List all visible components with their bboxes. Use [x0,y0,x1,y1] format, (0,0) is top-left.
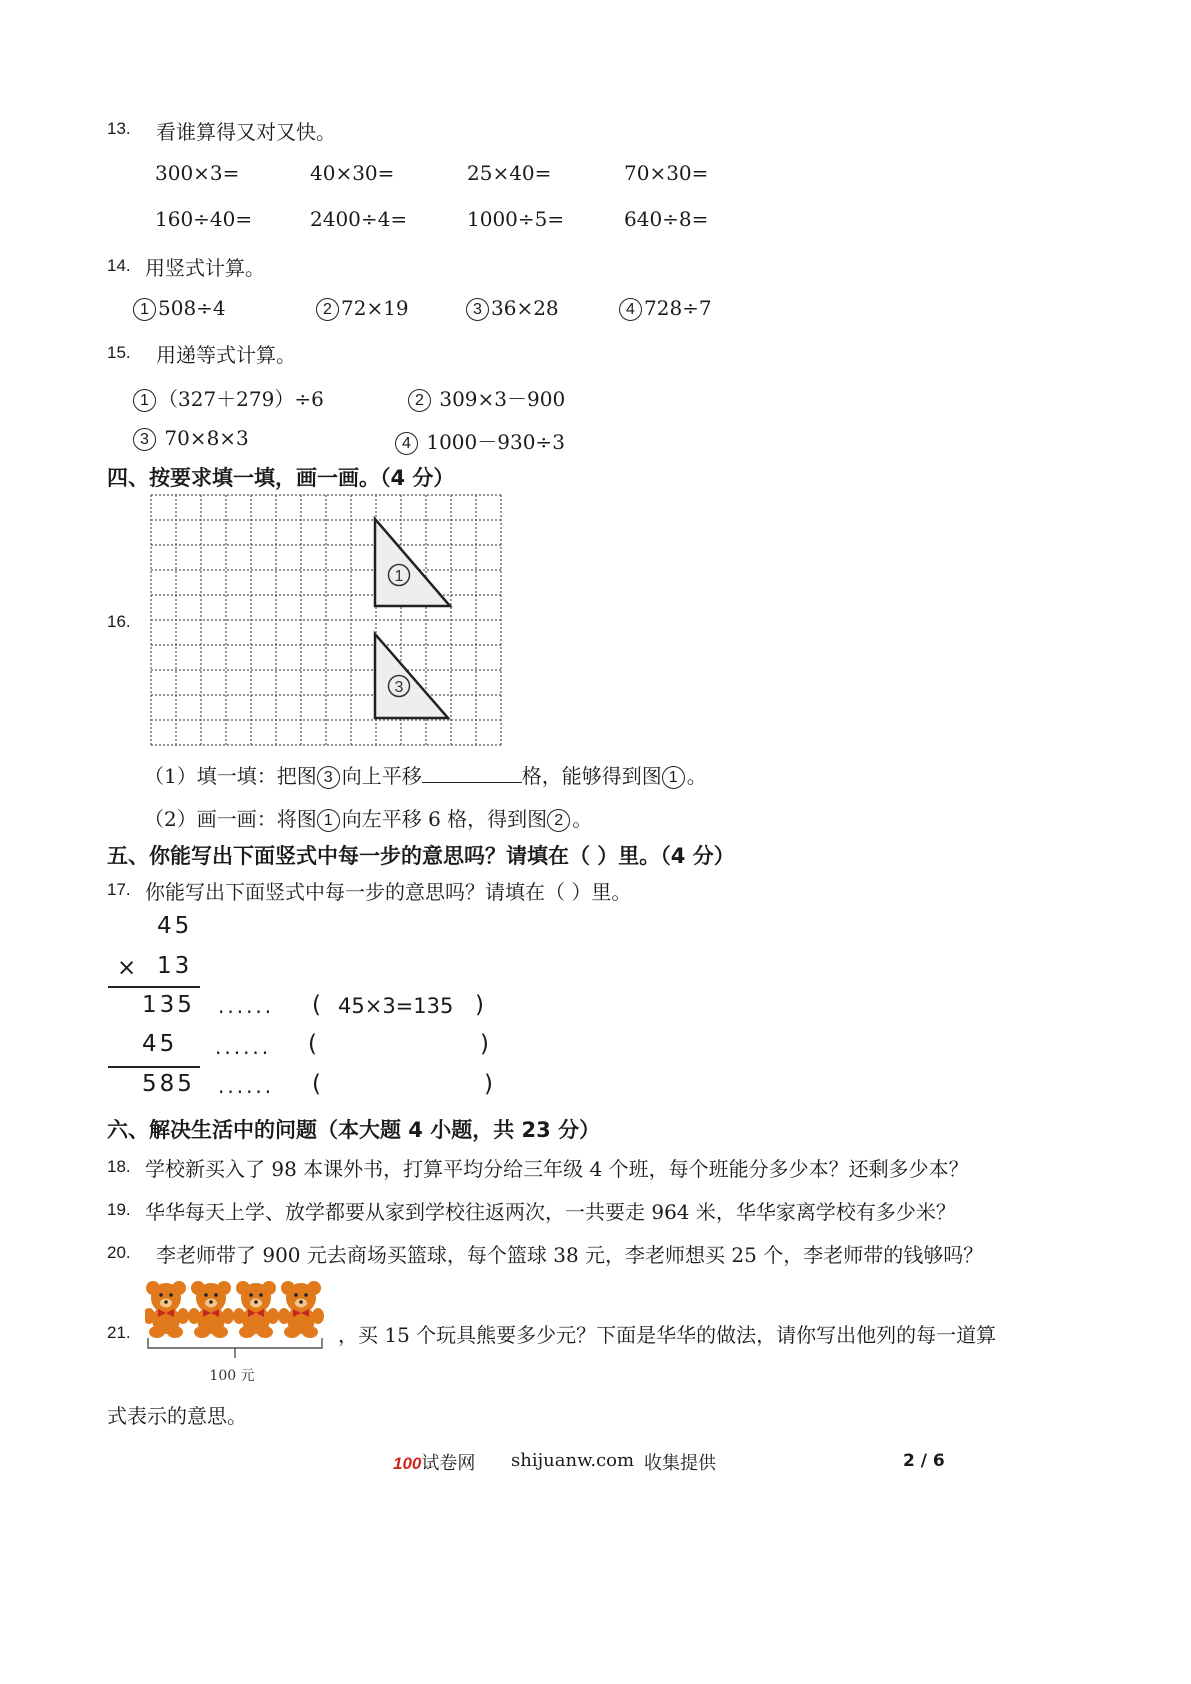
q13-expr: 2400÷4= [310,207,408,231]
q14-item-1: 1 508÷4 [133,296,226,321]
paren-close: ) [475,992,487,1018]
q20-text: 李老师带了 900 元去商场买篮球，每个篮球 38 元，李老师想买 25 个，李老师带的钱够吗？ [156,1243,984,1267]
vertical-line [108,1066,200,1068]
answer-blank[interactable] [422,764,522,783]
teddy-bear-icon [145,1281,189,1338]
q13-title: 看谁算得又对又快。 [156,120,336,144]
q19-text: 华华每天上学、放学都要从家到学校往返两次，一共要走 964 米，华华家离学校有多少米？ [145,1200,956,1224]
q18-text: 学校新买入了 98 本课外书，打算平均分给三年级 4 个班，每个班能分多少本？还剩多少本？ [145,1157,969,1181]
circled-number: 2 [316,298,339,321]
partial-product-1: 135 [142,992,195,1018]
q13-expr: 40×30= [310,161,395,185]
answer-blank[interactable] [335,1074,480,1100]
triangle-3-label: 3 [394,679,404,696]
teddy-bears-illustration [145,1280,327,1386]
q15-item-4: 4 1000－930÷3 [395,426,565,455]
logo-100: 100 [393,1454,422,1473]
circled-number: 1 [662,766,685,789]
q21-text-cont: 式表示的意思。 [107,1404,247,1428]
circled-number: 2 [408,389,431,412]
q13-expr: 640÷8= [624,207,709,231]
times-sign: × [117,955,140,981]
circled-number: 3 [317,766,340,789]
q20-number: 20. [107,1243,131,1262]
answer-blank[interactable] [330,1034,470,1060]
explain-1: 45×3=135 [338,994,454,1018]
q13-expr: 1000÷5= [467,207,565,231]
teddy-bear-icon [233,1281,279,1338]
q14-item-4: 4 728÷7 [619,296,712,321]
q14-item-2: 2 72×19 [316,296,409,321]
page-number: 2 / 6 [903,1451,945,1471]
paren-open: ( [308,1031,320,1057]
triangle-1 [375,519,450,606]
teddy-bear-icon [278,1281,324,1338]
circled-number: 4 [395,432,418,455]
circled-number: 1 [133,389,156,412]
circled-number: 3 [133,428,156,451]
section6-heading: 六、解决生活中的问题（本大题 4 小题，共 23 分） [107,1118,601,1142]
circled-number: 3 [466,298,489,321]
q13-expr: 160÷40= [155,207,253,231]
q15-item-3: 3 70×8×3 [133,426,249,451]
triangle-3 [375,634,448,718]
section4-heading: 四、按要求填一填，画一画。（4 分） [107,466,455,490]
vertical-line [108,986,200,988]
q15-title: 用递等式计算。 [156,343,296,367]
footer-logo [393,1449,475,1475]
q15-number: 15. [107,343,131,362]
footer-note: 收集提供 [644,1453,716,1474]
q15-item-2: 2 309×3－900 [408,383,565,412]
vertical-top: 45 [157,913,193,939]
q13-expr: 70×30= [624,161,709,185]
q13-expr: 25×40= [467,161,552,185]
translation-grid [150,491,502,749]
dots: ...... [218,994,275,1018]
q16-sub1: （1）填一填：把图 3 向上平移 格，能够得到图 1 。 [144,764,707,788]
paren-close: ) [484,1071,496,1097]
q21-number: 21. [107,1323,131,1342]
q13-expr: 300×3= [155,161,240,185]
q14-number: 14. [107,256,131,275]
paren-open: ( [312,992,324,1018]
logo-text: 试卷网 [421,1453,476,1474]
q18-number: 18. [107,1157,131,1176]
price-label: 100 元 [209,1368,255,1384]
circled-number: 4 [619,298,642,321]
q14-title: 用竖式计算。 [145,256,265,280]
q17-number: 17. [107,880,131,899]
dots: ...... [215,1035,272,1059]
q14-item-3: 3 36×28 [466,296,559,321]
q15-item-1: 1 （327＋279）÷6 [133,383,324,412]
teddy-bear-icon [188,1281,234,1338]
partial-product-2: 45 [142,1031,178,1057]
q19-number: 19. [107,1200,131,1219]
triangle-1-label: 1 [394,568,404,585]
vertical-result: 585 [142,1071,195,1097]
q16-sub2: （2）画一画：将图 1 向左平移 6 格，得到图 2 。 [144,807,593,831]
q16-number: 16. [107,612,131,631]
circled-number: 2 [547,809,570,832]
dots: ...... [218,1074,275,1098]
paren-open: ( [312,1071,324,1097]
circled-number: 1 [133,298,156,321]
q17-title: 你能写出下面竖式中每一步的意思吗？请填在（ ）里。 [145,880,632,904]
circled-number: 1 [317,809,340,832]
vertical-multiplier: 13 [157,953,193,979]
section5-heading: 五、你能写出下面竖式中每一步的意思吗？请填在（ ）里。（4 分） [107,844,735,868]
q21-text: ，买 15 个玩具熊要多少元？下面是华华的做法，请你写出他列的每一道算 [338,1323,997,1347]
q13-number: 13. [107,119,131,138]
paren-close: ) [480,1031,492,1057]
footer-site: shijuanw.com [511,1450,635,1471]
